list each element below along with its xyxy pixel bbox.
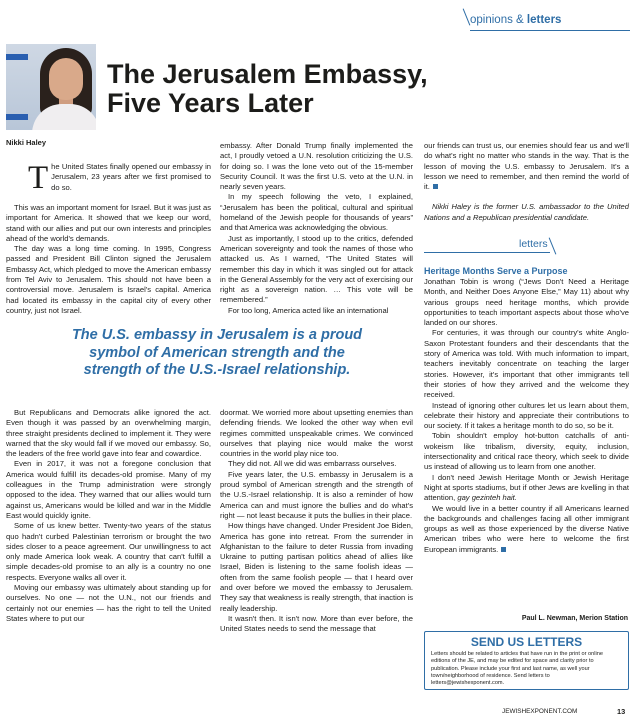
article-col1-bottom: But Republicans and Democrats alike ignored the act. Even though it was passed by an overwhelming margin, three straight presidents declined to implement it. They were warned that the sky would fall if we moved our embassy. So, the leaders of the free world gave into fear and cowardice. Even in 2017, it was not a foregone conclusion that America would fulfill its decades-old promise. Many of my colleagues in the Trump administration were strongly opposed to the idea. They warned that our allies would turn against us, Americans would be killed and war in the Middle East would quickly ignite. Some of us knew better. Twenty-two years of the status quo hadn't curbed Palestinian terrorism or brought the two sides closer to a peace agreement. Our unwillingness to act only made America look weak. A country that can't fulfill a simple decades-old promise to an ally is a country no one respects. Everyone walks all over it. Moving our embassy was ultimately about standing up for ourselves. No one — not the U.N., not our friends and certainly not our enemies — has the right to tell the United States where to put our <box>6 408 211 623</box>
author-photo <box>6 44 96 130</box>
end-mark-icon <box>501 547 506 552</box>
header-rule <box>470 30 630 31</box>
article-col1-top-cont: This was an important moment for Israel. But it was just as important for America. It showed that we keep our word, stand with our allies and put our own interests and principles ahead of the world's demands. The day was a long time coming. In 1995, Congress passed and President Bill Clinton signed the Jerusalem Embassy Act, which pledged to move the American embassy from Tel Aviv to Jerusalem. This should not have been a controversial move. Jerusalem is Israel's capital. America had located its embassy in the capital city of every other country, just not Israel. <box>6 203 211 315</box>
footer-site: JEWISHEXPONENT.COM <box>502 708 578 715</box>
letters-rule <box>424 252 550 253</box>
send-letters-box <box>424 631 629 690</box>
flag-stripe-icon <box>6 114 28 120</box>
author-bio: Nikki Haley is the former U.S. ambassador to the United Nations and a Republican presidential candidate. <box>424 202 629 222</box>
pull-quote: The U.S. embassy in Jerusalem is a proud symbol of American strength and the strength of the U.S.-Israel relationship. <box>71 327 363 378</box>
flag-stripe-icon <box>6 54 28 60</box>
end-mark-icon <box>433 184 438 189</box>
section-sub: letters <box>526 14 562 26</box>
author-byline: Nikki Haley <box>6 138 47 147</box>
article-col2-bottom: doormat. We worried more about upsetting enemies than defending friends. We looked the other way when evil regimes committed unspeakable crimes. We convinced ourselves that playing nice would make the worst countries in the world play nice too. They did not. All we did was embarrass ourselves. Five years later, the U.S. embassy in Jerusalem is a proud symbol of American strength and the strength of the U.S.-Israel relationship. It is also a reminder of how America can and must ignore the bullies and do what's right — not least because it puts the bullies in their place. How things have changed. Under President Joe Biden, America has gone into retreat. From the surrender in Afghanistan to the failure to deter Russia from invading Ukraine to putting partisan politics ahead of allies like Israel, Biden is listening to the same foolish ideas — often from the same foolish people — that I heard over and over before we moved the embassy to Jerusalem. They say that weakness is really strength, that inaction is really leadership. It wasn't then. It isn't now. More than ever before, the United States needs to send the message that <box>220 408 413 634</box>
section-name: opinions <box>470 14 513 26</box>
page-number: 13 <box>617 707 626 716</box>
section-amp: & <box>516 14 524 26</box>
letter-body: Jonathan Tobin is wrong (“Jews Don't Need a Heritage Month, and Neither Does Anyone Else,” May 11) about why various groups need heritage months, which provide opportunities to teach important aspects about those who've landed on our shores. For centuries, it was through our country's white Anglo-Saxon Protestant founders and their descendants that the story of America was told. With much information to impart, teachers inevitably concentrate on teaching the larger stories. However, it's important that other immigrants tell their stories of how they arrived and the welcome they received. Instead of ignoring other cultures let us learn about them, celebrate their history and appreciate their contributions to our society. If it takes a heritage month to do so, so be it. Tobin shouldn't employ hot-button catchalls of anti-wokeism like tribalism, diversity, equity, inclusion, intersectionality and critical race theory, which seek to divide us instead of allowing us to learn from one another. I don't need Jewish Heritage Month or Jewish Heritage Night at sports stadiums, but if other Jews are kvelling in that attention, gay gezinteh hait. We would live in a better country if all Americans learned the backgrounds and challenges facing all other immigrant groups as well as those experienced by the diverse Native American tribes who were here to welcome the first European immigrants. <box>424 277 629 554</box>
letters-label: letters <box>519 238 548 250</box>
article-col1-top: The United States finally opened our embassy in Jerusalem, 23 years after we first promised to do so. <box>28 160 211 196</box>
letter-signoff: Paul L. Newman, Merion Station <box>521 615 628 622</box>
section-label <box>470 14 561 26</box>
send-letters-body: Letters should be related to articles that have run in the print or online editions of the JE, and may be edited for space and clarity prior to publication. Please include your first and last name, as well your town/neighborhood of residence. Send letters to letters@jewishexponent.com. <box>431 651 603 687</box>
article-col2-top: embassy. After Donald Trump finally implemented the act, I proudly vetoed a U.N. resolution criticizing the U.S. for doing so. I was the lone veto out of the 15-member Security Council. It was the first U.S. veto at the U.N. in nearly seven years. In my speech following the veto, I explained, “Jerusalem has been the political, cultural and spiritual homeland of the Jewish people for thousands of years” and that America was acknowledging the obvious. Just as importantly, I stood up to the critics, defended American sovereignty and took the names of those who attacked us. As I warned, “The United States will remember this day in which it was singled out for attack in the General Assembly for the very act of exercising our right as a sovereign nation. … This vote will be remembered.” For too long, America acted like an international <box>220 141 413 315</box>
article-headline: The Jerusalem Embassy, Five Years Later <box>107 59 428 118</box>
send-letters-title: SEND US LETTERS <box>470 635 583 649</box>
drop-cap: T <box>28 160 49 196</box>
letter-title: Heritage Months Serve a Purpose <box>424 266 568 276</box>
article-col3-top: our friends can trust us, our enemies should fear us and we'll do what's right no matter who stands in the way. That is the lesson of moving the U.S. embassy to Jerusalem. It's a lesson we need to remember, and then remind the world of it. Nikki Haley is the former U.S. ambassador to the United Nations and a Republican presidential candidate. <box>424 141 629 222</box>
